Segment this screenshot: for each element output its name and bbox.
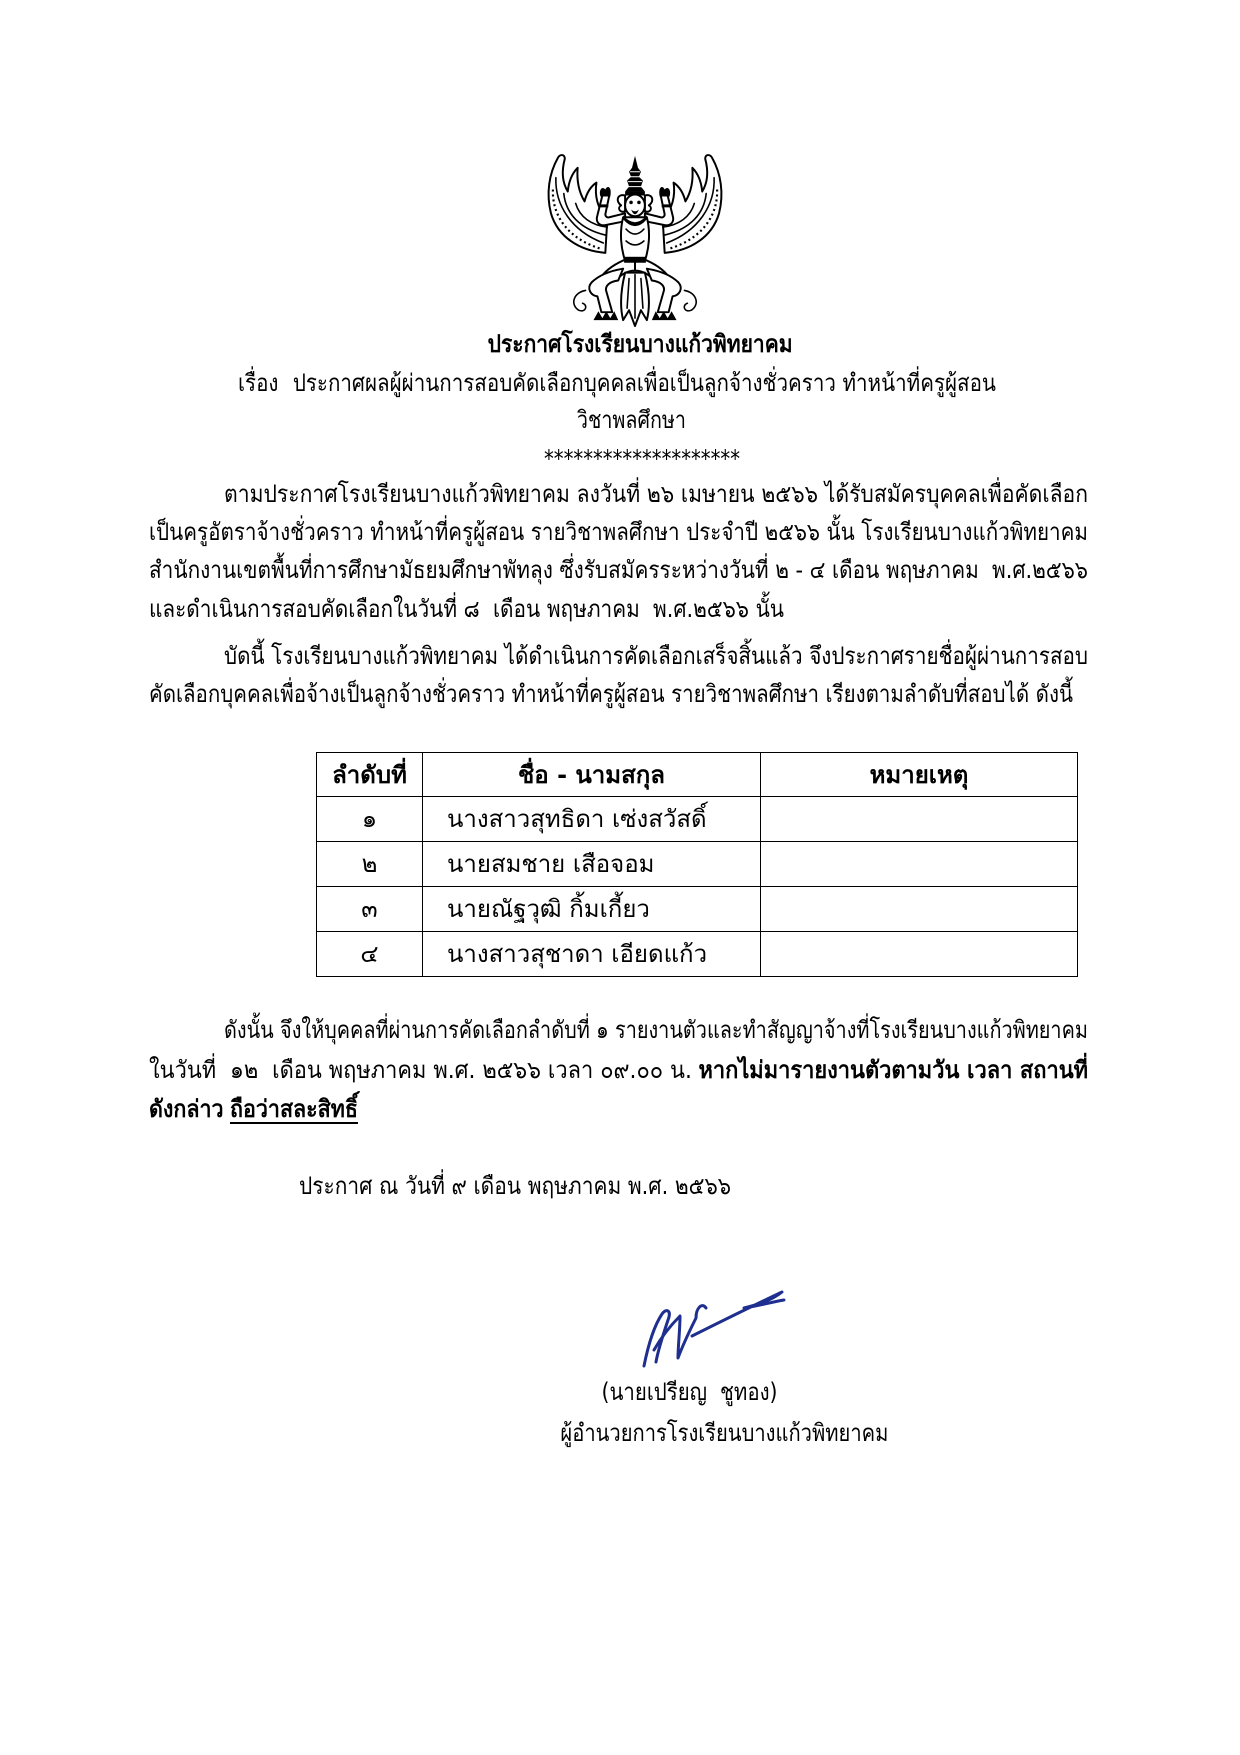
handwritten-signature (632, 1280, 792, 1376)
paragraph1-line: สำนักงานเขตพื้นที่การศึกษามัธยมศึกษาพัทลุง ซึ่งรับสมัครระหว่างวันที่ ๒ - ๔ เดือน พฤษภาคม พ.ศ.๒๕๖๖ (149, 556, 1088, 584)
rank-cell: ๔ (317, 932, 423, 977)
results-table (316, 752, 1078, 977)
name-cell: นายณัฐวุฒิ กิ้มเกี้ยว (423, 887, 761, 932)
signatory-name: (นายเปรียญ ชูทอง) (601, 1378, 778, 1406)
table-row (317, 797, 1078, 842)
name-cell: นางสาวสุชาดา เอียดแก้ว (423, 932, 761, 977)
table-row (317, 887, 1078, 932)
paragraph3-line (149, 1051, 1090, 1089)
report-date-text: ในวันที่ ๑๒ เดือน พฤษภาคม พ.ศ. ๒๕๖๖ เวลา ๐๙.๐๐ น. (149, 1056, 692, 1084)
subject-text: ประกาศผลผู้ผ่านการสอบคัดเลือกบุคคลเพื่อเป็นลูกจ้างชั่วคราว ทำหน้าที่ครูผู้สอน (292, 369, 996, 397)
announcement-date: ประกาศ ณ วันที่ ๙ เดือน พฤษภาคม พ.ศ. ๒๕๖๖ (299, 1172, 732, 1200)
warning-text-end: ดังกล่าว (149, 1095, 224, 1123)
subject-continued: วิชาพลศึกษา (576, 406, 686, 434)
paragraph1-line: เป็นครูอัตราจ้างชั่วคราว ทำหน้าที่ครูผู้สอน รายวิชาพลศึกษา ประจำปี ๒๕๖๖ นั้น โรงเรียนบางแก้วพิทยาคม (149, 518, 1088, 546)
name-cell: นางสาวสุทธิดา เซ่งสวัสดิ์ (423, 797, 761, 842)
note-cell (761, 887, 1078, 932)
garuda-crown (625, 156, 645, 196)
announcement-title: ประกาศโรงเรียนบางแก้วพิทยาคม (487, 330, 793, 358)
header-rank: ลำดับที่ (317, 753, 423, 797)
subject-label: เรื่อง (238, 369, 279, 397)
garuda-head (625, 195, 645, 217)
paragraph2-line: บัดนี้ โรงเรียนบางแก้วพิทยาคม ได้ดำเนินการคัดเลือกเสร็จสิ้นแล้ว จึงประกาศรายชื่อผู้ผ่านการสอบ (224, 642, 1089, 670)
subject-line (238, 364, 998, 402)
note-cell (761, 932, 1078, 977)
forfeit-text: ถือว่าสละสิทธิ์ (230, 1095, 358, 1123)
garuda-tail (621, 273, 649, 326)
garuda-torso (621, 215, 649, 262)
garuda-emblem-icon (546, 150, 724, 328)
signatory-position: ผู้อำนวยการโรงเรียนบางแก้วพิทยาคม (560, 1419, 889, 1447)
paragraph3-line: ดังนั้น จึงให้บุคคลที่ผ่านการคัดเลือกลำดับที่ ๑ รายงานตัวและทำสัญญาจ้างที่โรงเรียนบางแก้วพิทยาคม (224, 1016, 1088, 1044)
paragraph1-line: และดำเนินการสอบคัดเลือกในวันที่ ๘ เดือน พฤษภาคม พ.ศ.๒๕๖๖ นั้น (149, 595, 785, 623)
paragraph1-line: ตามประกาศโรงเรียนบางแก้วพิทยาคม ลงวันที่ ๒๖ เมษายน ๒๕๖๖ ได้รับสมัครบุคคลเพื่อคัดเลือก (224, 480, 1088, 508)
paragraph3-line (149, 1090, 360, 1128)
table-header-row (317, 753, 1078, 797)
paragraph2-line: คัดเลือกบุคคลเพื่อจ้างเป็นลูกจ้างชั่วคราว ทำหน้าที่ครูผู้สอน รายวิชาพลศึกษา เรียงตามลำดับที่สอบได้ ดังนี้ (149, 680, 1073, 708)
warning-text: หากไม่มารายงานตัวตามวัน เวลา สถานที่ (698, 1056, 1089, 1084)
note-cell (761, 797, 1078, 842)
rank-cell: ๒ (317, 842, 423, 887)
rank-cell: ๓ (317, 887, 423, 932)
header-name: ชื่อ - นามสกุล (423, 753, 761, 797)
separator: ******************** (543, 445, 741, 473)
table-row (317, 932, 1078, 977)
name-cell: นายสมชาย เสือจอม (423, 842, 761, 887)
table-row (317, 842, 1078, 887)
note-cell (761, 842, 1078, 887)
rank-cell: ๑ (317, 797, 423, 842)
header-note: หมายเหตุ (761, 753, 1078, 797)
